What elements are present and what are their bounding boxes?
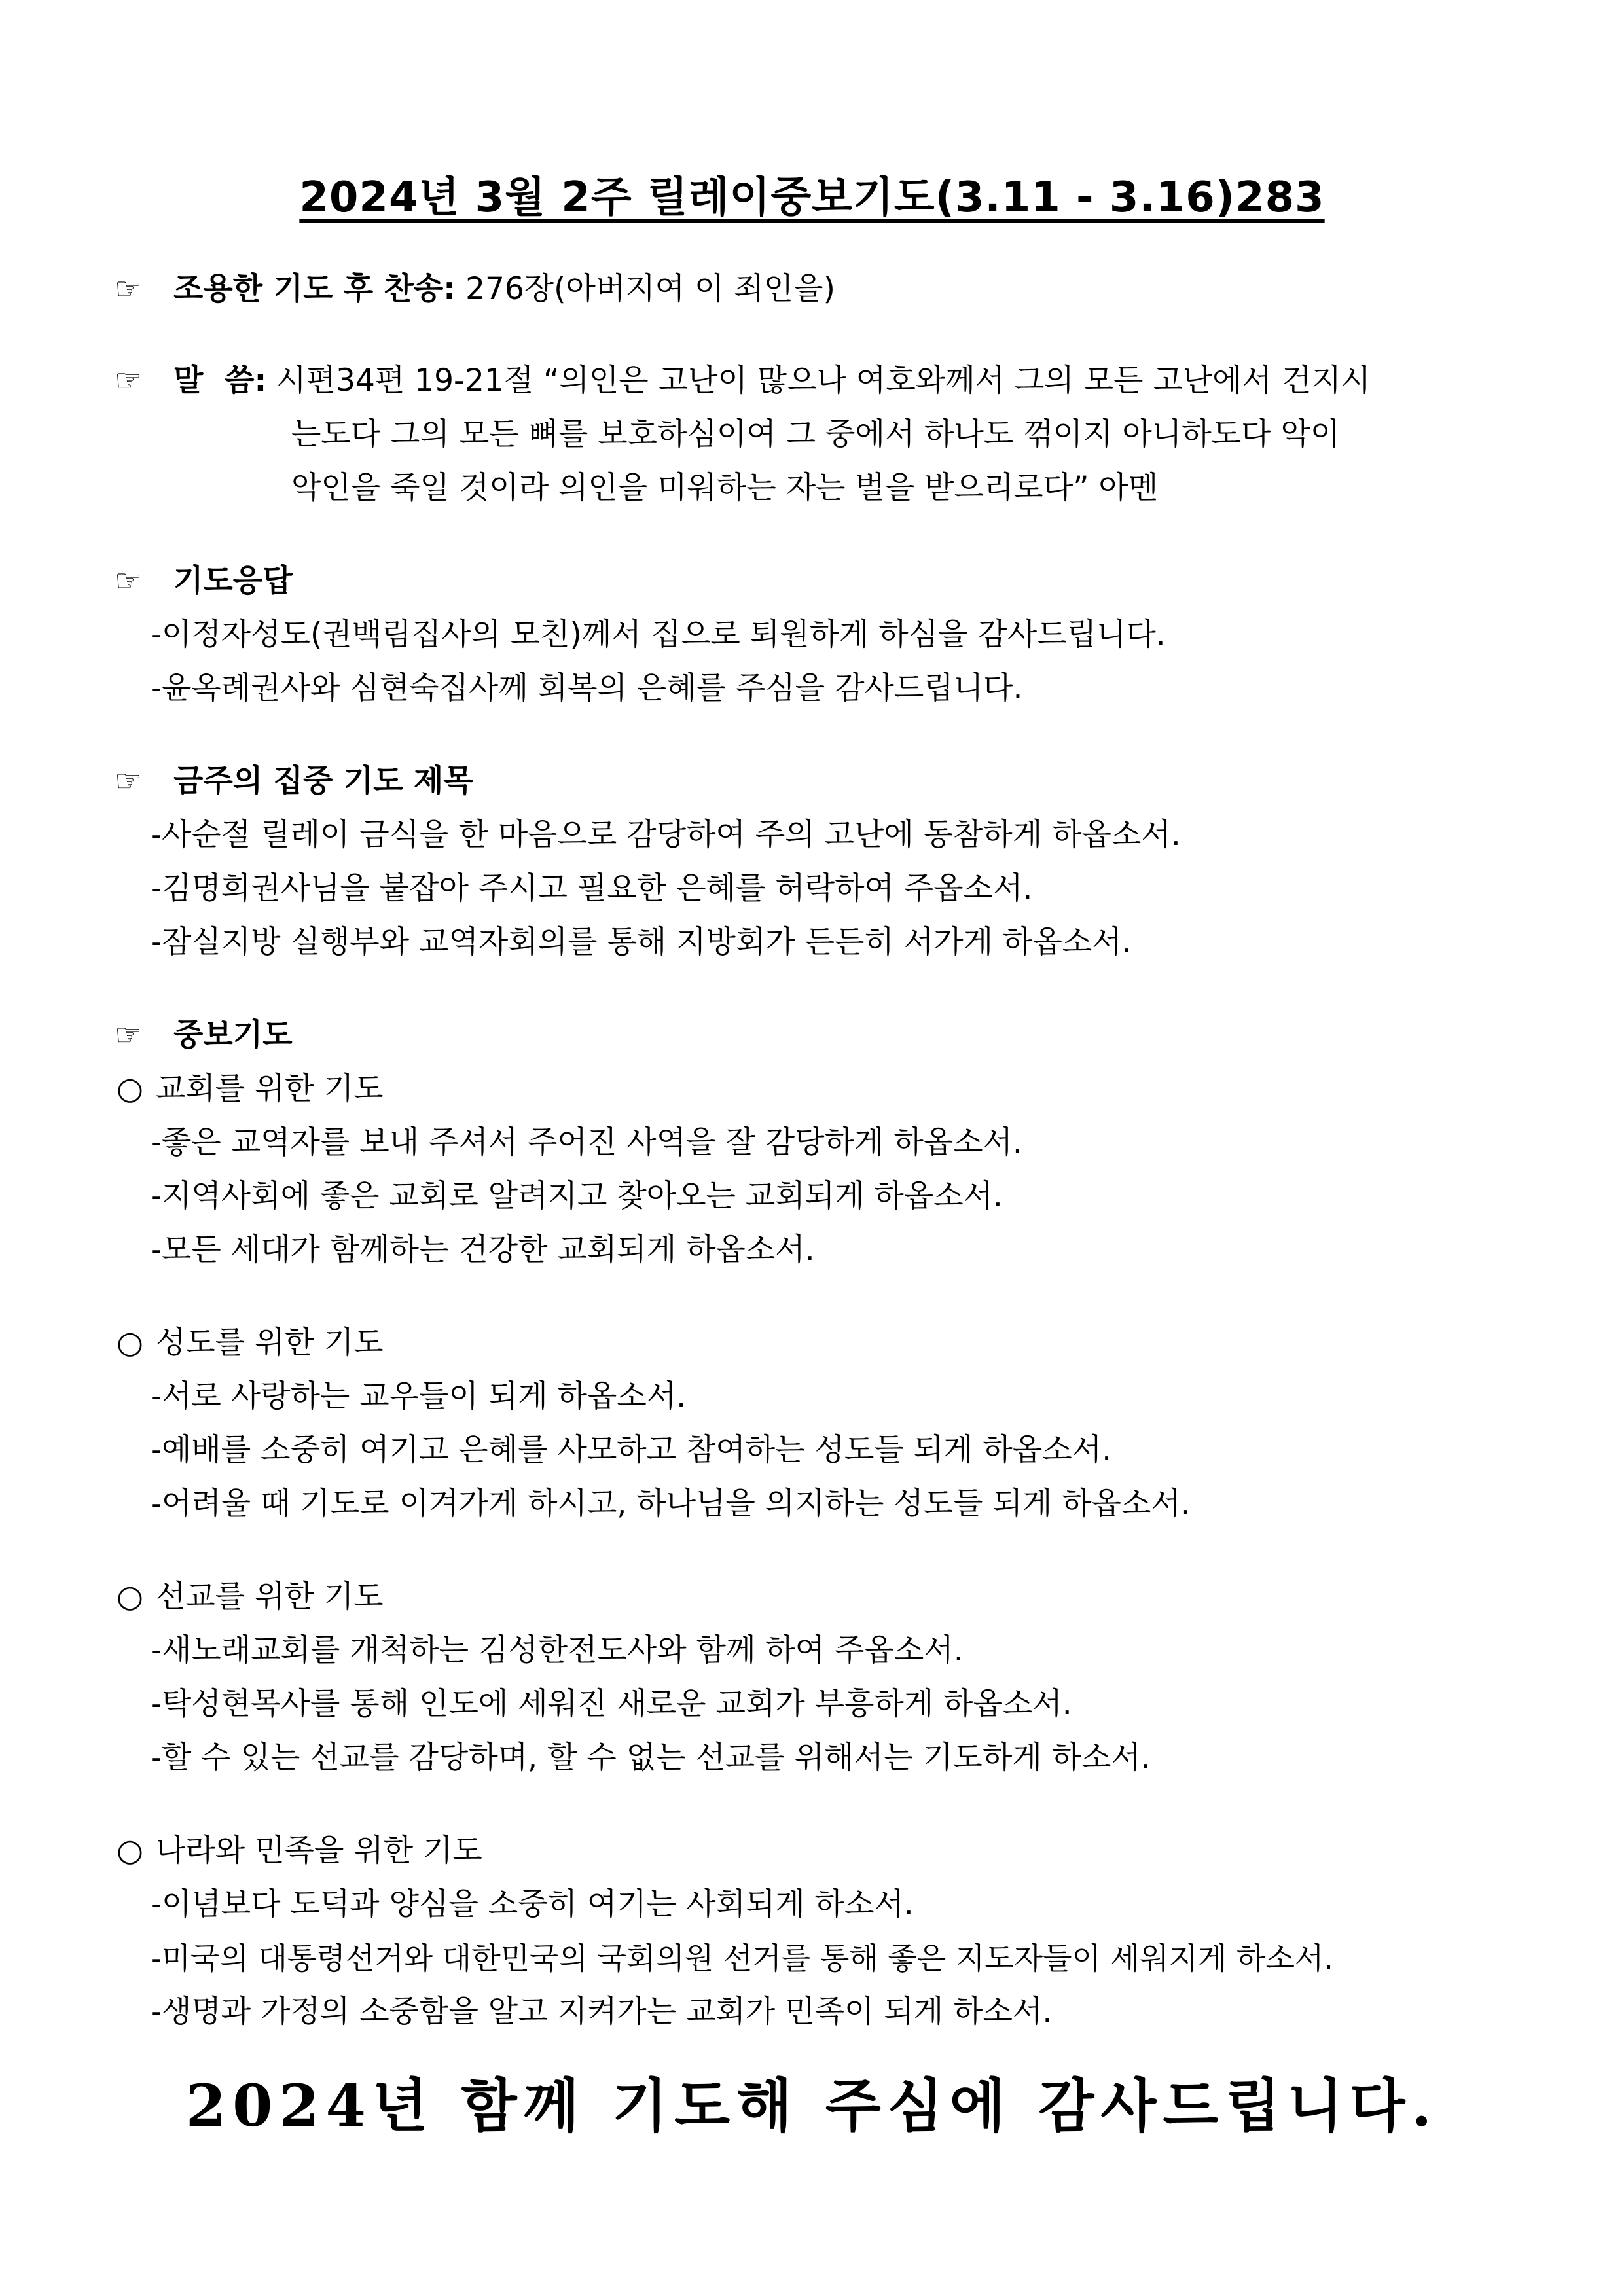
list-item: -탁성현목사를 통해 인도에 세워진 새로운 교회가 부흥하게 하옵소서. [151, 1686, 1072, 1722]
hymn-text: 276장(아버지여 이 죄인을) [465, 271, 835, 307]
closing-message: 2024년 함께 기도해 주심에 감사드립니다. [185, 2072, 1439, 2140]
church-section-title: ○ 교회를 위한 기도 [117, 1069, 384, 1109]
list-item: -새노래교회를 개척하는 김성한전도사와 함께 하여 주옵소서. [151, 1632, 964, 1668]
focus-heading: ☞ 금주의 집중 기도 제목 [115, 762, 473, 801]
list-item: -김명희권사님을 붙잡아 주시고 필요한 은혜를 허락하여 주옵소서. [151, 870, 1033, 906]
list-item: -사순절 릴레이 금식을 한 마음으로 감당하여 주의 고난에 동참하게 하옵소서. [151, 817, 1181, 853]
scripture-line: 는도다 그의 모든 뼈를 보호하심이여 그 중에서 하나도 꺾이지 아니하도다 악이 [291, 416, 1341, 452]
scripture-line: 시편34편 19-21절 “의인은 고난이 많으나 여호와께서 그의 모든 고난에서 건지시 [276, 363, 1371, 399]
scripture-label: 말 씀: [173, 363, 267, 399]
pointing-hand-icon: ☞ [115, 363, 143, 399]
pointing-hand-icon: ☞ [115, 271, 143, 307]
pointing-hand-icon: ☞ [115, 763, 143, 799]
pointing-hand-icon: ☞ [115, 1017, 143, 1053]
mission-section-title: ○ 선교를 위한 기도 [117, 1577, 384, 1617]
scripture-first-line [115, 361, 1371, 401]
circle-bullet-icon: ○ [117, 1833, 144, 1869]
list-item: -잠실지방 실행부와 교역자회의를 통해 지방회가 든든히 서가게 하옵소서. [151, 924, 1132, 960]
page-title: 2024년 3월 2주 릴레이중보기도(3.11 - 3.16)283 [299, 173, 1325, 222]
list-item: -지역사회에 좋은 교회로 알려지고 찾아오는 교회되게 하옵소서. [151, 1178, 1003, 1214]
list-item: -생명과 가정의 소중함을 알고 지켜가는 교회가 민족이 되게 하소서. [151, 1994, 1053, 2030]
list-item: -미국의 대통령선거와 대한민국의 국회의원 선거를 통해 좋은 지도자들이 세워지게 하소서. [151, 1941, 1333, 1976]
list-item: -모든 세대가 함께하는 건강한 교회되게 하옵소서. [151, 1232, 815, 1268]
list-item: -예배를 소중히 여기고 은혜를 사모하고 참여하는 성도들 되게 하옵소서. [151, 1432, 1112, 1468]
saints-section-title: ○ 성도를 위한 기도 [117, 1323, 384, 1363]
nation-section-title: ○ 나라와 민족을 위한 기도 [117, 1831, 482, 1871]
circle-bullet-icon: ○ [117, 1579, 144, 1615]
list-item: -좋은 교역자를 보내 주셔서 주어진 사역을 잘 감당하게 하옵소서. [151, 1124, 1022, 1160]
answers-heading: ☞ 기도응답 [115, 562, 293, 601]
list-item: -이념보다 도덕과 양심을 소중히 여기는 사회되게 하소서. [151, 1886, 914, 1922]
pointing-hand-icon: ☞ [115, 563, 143, 599]
intercession-heading: ☞ 중보기도 [115, 1016, 293, 1055]
circle-bullet-icon: ○ [117, 1071, 144, 1107]
hymn-label: 조용한 기도 후 찬송: [173, 271, 456, 307]
circle-bullet-icon: ○ [117, 1325, 144, 1361]
list-item: -어려울 때 기도로 이겨가게 하시고, 하나님을 의지하는 성도들 되게 하옵소서. [151, 1486, 1191, 1522]
scripture-line: 악인을 죽일 것이라 의인을 미워하는 자는 벌을 받으리로다” 아멘 [291, 470, 1159, 506]
list-item: -서로 사랑하는 교우들이 되게 하옵소서. [151, 1378, 687, 1414]
list-item: -할 수 있는 선교를 감당하며, 할 수 없는 선교를 위해서는 기도하게 하소서. [151, 1740, 1151, 1776]
hymn-line [115, 270, 835, 309]
list-item: -윤옥례권사와 심현숙집사께 회복의 은혜를 주심을 감사드립니다. [151, 670, 1023, 706]
list-item: -이정자성도(권백림집사의 모친)께서 집으로 퇴원하게 하심을 감사드립니다. [151, 617, 1166, 653]
